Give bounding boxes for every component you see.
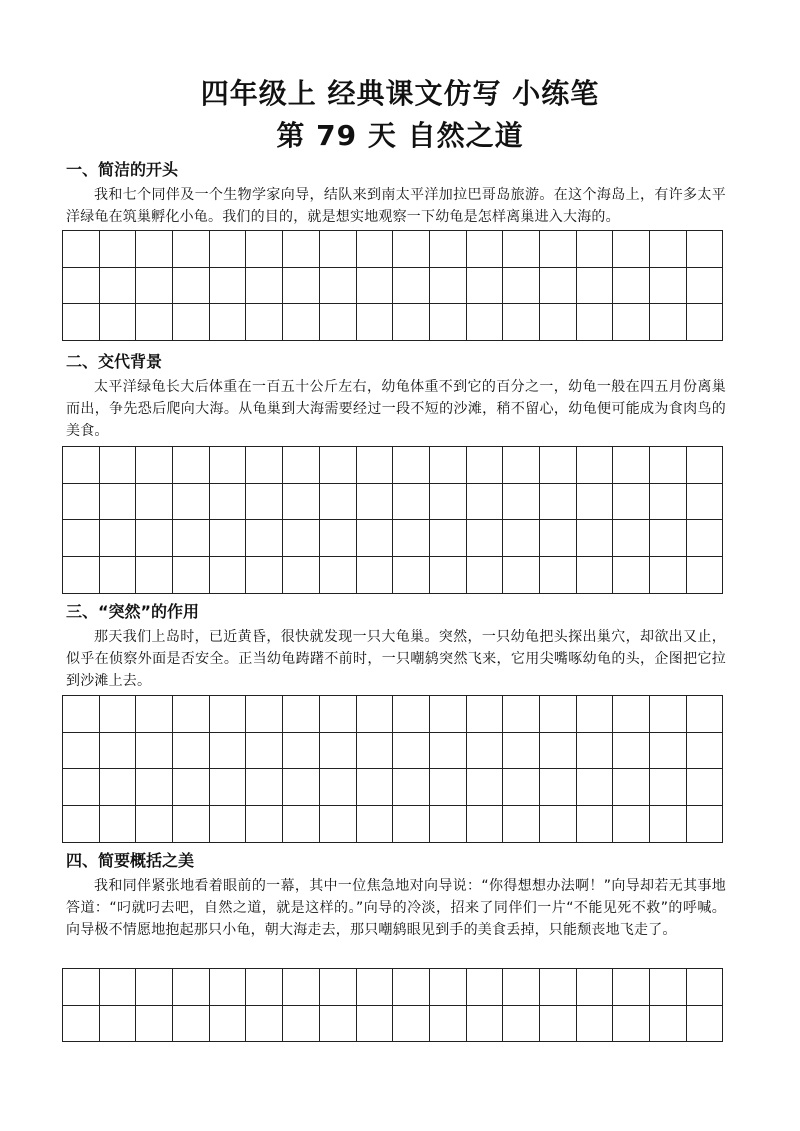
grid-cell[interactable] <box>687 733 724 770</box>
grid-cell[interactable] <box>210 1006 247 1043</box>
grid-cell[interactable] <box>650 769 687 806</box>
grid-cell[interactable] <box>136 733 173 770</box>
grid-cell[interactable] <box>357 484 394 521</box>
section-heading: 一、简洁的开头 <box>66 160 179 179</box>
grid-cell[interactable] <box>467 733 504 770</box>
grid-cell[interactable] <box>246 304 283 341</box>
grid-cell[interactable] <box>246 769 283 806</box>
grid-cell[interactable] <box>430 520 467 557</box>
grid-cell[interactable] <box>430 696 467 733</box>
grid-cell[interactable] <box>100 696 137 733</box>
grid-cell[interactable] <box>136 769 173 806</box>
grid-cell[interactable] <box>613 733 650 770</box>
grid-cell[interactable] <box>246 1006 283 1043</box>
grid-cell[interactable] <box>357 769 394 806</box>
grid-cell[interactable] <box>173 304 210 341</box>
grid-cell[interactable] <box>283 806 320 843</box>
grid-cell[interactable] <box>357 447 394 484</box>
grid-cell[interactable] <box>467 1006 504 1043</box>
grid-cell[interactable] <box>63 969 100 1006</box>
grid-cell[interactable] <box>393 1006 430 1043</box>
grid-cell[interactable] <box>246 806 283 843</box>
grid-cell[interactable] <box>503 733 540 770</box>
grid-cell[interactable] <box>503 520 540 557</box>
grid-cell[interactable] <box>613 557 650 594</box>
grid-cell[interactable] <box>430 447 467 484</box>
grid-cell[interactable] <box>613 447 650 484</box>
grid-cell[interactable] <box>210 304 247 341</box>
grid-cell[interactable] <box>283 484 320 521</box>
grid-cell[interactable] <box>540 733 577 770</box>
grid-cell[interactable] <box>540 769 577 806</box>
worksheet-subtitle: 第 79 天 自然之道 <box>276 119 524 152</box>
grid-cell[interactable] <box>173 769 210 806</box>
grid-cell[interactable] <box>393 268 430 305</box>
grid-cell[interactable] <box>430 231 467 268</box>
grid-cell[interactable] <box>393 304 430 341</box>
grid-cell[interactable] <box>357 557 394 594</box>
grid-cell[interactable] <box>393 769 430 806</box>
grid-cell[interactable] <box>210 696 247 733</box>
grid-cell[interactable] <box>246 696 283 733</box>
grid-cell[interactable] <box>467 484 504 521</box>
grid-cell[interactable] <box>283 557 320 594</box>
grid-cell[interactable] <box>100 806 137 843</box>
grid-cell[interactable] <box>467 268 504 305</box>
grid-cell[interactable] <box>687 769 724 806</box>
grid-cell[interactable] <box>687 268 724 305</box>
grid-cell[interactable] <box>173 969 210 1006</box>
grid-cell[interactable] <box>687 806 724 843</box>
grid-cell[interactable] <box>393 447 430 484</box>
writing-grid-3[interactable] <box>62 695 723 843</box>
grid-cell[interactable] <box>246 447 283 484</box>
grid-cell[interactable] <box>100 447 137 484</box>
grid-cell[interactable] <box>63 769 100 806</box>
grid-cell[interactable] <box>540 696 577 733</box>
grid-cell[interactable] <box>246 733 283 770</box>
grid-cell[interactable] <box>320 806 357 843</box>
grid-cell[interactable] <box>540 268 577 305</box>
grid-cell[interactable] <box>357 733 394 770</box>
section-passage: 那天我们上岛时，已近黄昏，很快就发现一只大龟巢。突然，一只幼龟把头探出巢穴，却欲出又止，似乎在侦察外面是否安全。正当幼龟踌躇不前时，一只嘲鸫突然飞来，它用尖嘴啄幼龟的头，企图把它拉到沙滩上去。 <box>66 629 726 689</box>
grid-cell[interactable] <box>540 484 577 521</box>
grid-cell[interactable] <box>540 304 577 341</box>
grid-cell[interactable] <box>246 969 283 1006</box>
grid-cell[interactable] <box>687 557 724 594</box>
grid-cell[interactable] <box>320 268 357 305</box>
grid-cell[interactable] <box>650 806 687 843</box>
grid-cell[interactable] <box>430 268 467 305</box>
grid-cell[interactable] <box>577 557 614 594</box>
grid-cell[interactable] <box>577 520 614 557</box>
grid-cell[interactable] <box>210 769 247 806</box>
grid-cell[interactable] <box>320 557 357 594</box>
grid-cell[interactable] <box>100 520 137 557</box>
grid-cell[interactable] <box>687 1006 724 1043</box>
grid-cell[interactable] <box>210 557 247 594</box>
grid-cell[interactable] <box>467 231 504 268</box>
grid-cell[interactable] <box>100 268 137 305</box>
grid-cell[interactable] <box>210 231 247 268</box>
grid-cell[interactable] <box>173 520 210 557</box>
grid-cell[interactable] <box>613 484 650 521</box>
grid-cell[interactable] <box>650 1006 687 1043</box>
grid-cell[interactable] <box>540 806 577 843</box>
grid-cell[interactable] <box>687 969 724 1006</box>
grid-cell[interactable] <box>503 969 540 1006</box>
grid-cell[interactable] <box>100 484 137 521</box>
grid-cell[interactable] <box>320 520 357 557</box>
grid-cell[interactable] <box>577 304 614 341</box>
grid-cell[interactable] <box>650 268 687 305</box>
grid-cell[interactable] <box>393 231 430 268</box>
grid-cell[interactable] <box>613 769 650 806</box>
grid-cell[interactable] <box>650 969 687 1006</box>
grid-cell[interactable] <box>650 231 687 268</box>
grid-cell[interactable] <box>136 231 173 268</box>
section-2 <box>66 352 726 442</box>
grid-cell[interactable] <box>687 304 724 341</box>
grid-cell[interactable] <box>357 696 394 733</box>
section-4 <box>66 851 726 941</box>
worksheet-title: 四年级上 经典课文仿写 小练笔 <box>200 77 600 110</box>
grid-cell[interactable] <box>503 447 540 484</box>
grid-cell[interactable] <box>393 520 430 557</box>
grid-cell[interactable] <box>63 557 100 594</box>
section-heading: 三、“突然”的作用 <box>66 602 200 621</box>
grid-cell[interactable] <box>467 969 504 1006</box>
grid-cell[interactable] <box>283 769 320 806</box>
grid-cell[interactable] <box>540 447 577 484</box>
grid-cell[interactable] <box>136 447 173 484</box>
grid-cell[interactable] <box>613 304 650 341</box>
grid-cell[interactable] <box>320 484 357 521</box>
grid-cell[interactable] <box>650 484 687 521</box>
grid-cell[interactable] <box>100 557 137 594</box>
grid-cell[interactable] <box>393 557 430 594</box>
grid-cell[interactable] <box>687 696 724 733</box>
section-passage: 我和同伴紧张地看着眼前的一幕，其中一位焦急地对向导说：“你得想想办法啊！”向导却若无其事地答道：“叼就叼去吧，自然之道，就是这样的。”向导的冷淡，招来了同伴们一片“不能见死不救”的呼喊。向导极不情愿地抱起那只小龟，朝大海走去，那只嘲鸫眼见到手的美食丢掉，只能颓丧地飞走了。 <box>66 878 726 938</box>
grid-cell[interactable] <box>63 304 100 341</box>
grid-cell[interactable] <box>63 520 100 557</box>
grid-cell[interactable] <box>467 447 504 484</box>
grid-cell[interactable] <box>246 484 283 521</box>
section-1 <box>66 160 726 228</box>
grid-cell[interactable] <box>577 769 614 806</box>
grid-cell[interactable] <box>430 304 467 341</box>
grid-cell[interactable] <box>173 447 210 484</box>
grid-cell[interactable] <box>613 231 650 268</box>
grid-cell[interactable] <box>503 304 540 341</box>
grid-cell[interactable] <box>357 969 394 1006</box>
grid-cell[interactable] <box>283 1006 320 1043</box>
grid-cell[interactable] <box>503 806 540 843</box>
grid-cell[interactable] <box>540 969 577 1006</box>
grid-cell[interactable] <box>173 733 210 770</box>
grid-cell[interactable] <box>357 806 394 843</box>
grid-cell[interactable] <box>63 447 100 484</box>
grid-cell[interactable] <box>577 447 614 484</box>
grid-cell[interactable] <box>210 447 247 484</box>
grid-cell[interactable] <box>210 733 247 770</box>
grid-cell[interactable] <box>650 520 687 557</box>
grid-cell[interactable] <box>210 484 247 521</box>
grid-cell[interactable] <box>246 231 283 268</box>
grid-cell[interactable] <box>283 969 320 1006</box>
grid-cell[interactable] <box>577 969 614 1006</box>
grid-cell[interactable] <box>136 520 173 557</box>
grid-cell[interactable] <box>503 557 540 594</box>
grid-cell[interactable] <box>687 484 724 521</box>
grid-cell[interactable] <box>210 268 247 305</box>
grid-cell[interactable] <box>100 969 137 1006</box>
grid-cell[interactable] <box>136 268 173 305</box>
grid-cell[interactable] <box>246 268 283 305</box>
grid-cell[interactable] <box>173 557 210 594</box>
grid-cell[interactable] <box>650 304 687 341</box>
grid-cell[interactable] <box>467 769 504 806</box>
grid-cell[interactable] <box>100 1006 137 1043</box>
grid-cell[interactable] <box>503 1006 540 1043</box>
grid-cell[interactable] <box>357 231 394 268</box>
grid-cell[interactable] <box>100 304 137 341</box>
grid-cell[interactable] <box>430 769 467 806</box>
grid-cell[interactable] <box>173 484 210 521</box>
grid-cell[interactable] <box>320 1006 357 1043</box>
grid-cell[interactable] <box>63 1006 100 1043</box>
grid-cell[interactable] <box>100 733 137 770</box>
grid-cell[interactable] <box>430 969 467 1006</box>
grid-cell[interactable] <box>503 484 540 521</box>
grid-cell[interactable] <box>357 268 394 305</box>
grid-cell[interactable] <box>63 733 100 770</box>
grid-cell[interactable] <box>393 484 430 521</box>
grid-cell[interactable] <box>577 696 614 733</box>
grid-cell[interactable] <box>687 447 724 484</box>
grid-cell[interactable] <box>613 696 650 733</box>
grid-cell[interactable] <box>577 806 614 843</box>
grid-cell[interactable] <box>467 520 504 557</box>
grid-cell[interactable] <box>63 484 100 521</box>
grid-cell[interactable] <box>320 733 357 770</box>
grid-cell[interactable] <box>613 268 650 305</box>
grid-cell[interactable] <box>320 447 357 484</box>
grid-cell[interactable] <box>503 696 540 733</box>
grid-cell[interactable] <box>540 231 577 268</box>
grid-cell[interactable] <box>320 769 357 806</box>
grid-cell[interactable] <box>650 696 687 733</box>
grid-cell[interactable] <box>357 520 394 557</box>
grid-cell[interactable] <box>283 520 320 557</box>
grid-cell[interactable] <box>650 557 687 594</box>
grid-cell[interactable] <box>577 1006 614 1043</box>
grid-cell[interactable] <box>283 231 320 268</box>
section-passage: 太平洋绿龟长大后体重在一百五十公斤左右，幼龟体重不到它的百分之一，幼龟一般在四五月份离巢而出，争先恐后爬向大海。从龟巢到大海需要经过一段不短的沙滩，稍不留心，幼龟便可能成为食肉鸟的美食。 <box>66 379 726 439</box>
grid-cell[interactable] <box>503 769 540 806</box>
grid-cell[interactable] <box>210 520 247 557</box>
grid-cell[interactable] <box>210 806 247 843</box>
section-passage: 我和七个同伴及一个生物学家向导，结队来到南太平洋加拉巴哥岛旅游。在这个海岛上，有许多太平洋绿龟在筑巢孵化小龟。我们的目的，就是想实地观察一下幼龟是怎样离巢进入大海的。 <box>66 187 726 225</box>
grid-cell[interactable] <box>63 806 100 843</box>
writing-grid-1[interactable] <box>62 230 723 341</box>
grid-cell[interactable] <box>650 733 687 770</box>
grid-cell[interactable] <box>540 520 577 557</box>
grid-cell[interactable] <box>613 969 650 1006</box>
grid-cell[interactable] <box>63 268 100 305</box>
grid-cell[interactable] <box>430 557 467 594</box>
grid-cell[interactable] <box>687 231 724 268</box>
grid-cell[interactable] <box>136 696 173 733</box>
grid-cell[interactable] <box>430 484 467 521</box>
grid-cell[interactable] <box>503 268 540 305</box>
grid-cell[interactable] <box>393 696 430 733</box>
grid-cell[interactable] <box>430 806 467 843</box>
writing-grid-4[interactable] <box>62 968 723 1042</box>
grid-cell[interactable] <box>173 268 210 305</box>
grid-cell[interactable] <box>173 696 210 733</box>
grid-cell[interactable] <box>173 1006 210 1043</box>
grid-cell[interactable] <box>136 969 173 1006</box>
grid-cell[interactable] <box>320 969 357 1006</box>
grid-cell[interactable] <box>320 304 357 341</box>
grid-cell[interactable] <box>246 520 283 557</box>
grid-cell[interactable] <box>283 447 320 484</box>
grid-cell[interactable] <box>100 769 137 806</box>
grid-cell[interactable] <box>136 1006 173 1043</box>
grid-cell[interactable] <box>393 806 430 843</box>
grid-cell[interactable] <box>577 484 614 521</box>
grid-cell[interactable] <box>393 969 430 1006</box>
grid-cell[interactable] <box>577 268 614 305</box>
grid-cell[interactable] <box>283 268 320 305</box>
section-heading: 四、简要概括之美 <box>66 851 195 870</box>
grid-cell[interactable] <box>540 1006 577 1043</box>
section-heading: 二、交代背景 <box>66 352 163 371</box>
grid-cell[interactable] <box>63 231 100 268</box>
grid-cell[interactable] <box>136 484 173 521</box>
grid-cell[interactable] <box>173 231 210 268</box>
grid-cell[interactable] <box>687 520 724 557</box>
grid-cell[interactable] <box>467 304 504 341</box>
grid-cell[interactable] <box>540 557 577 594</box>
grid-cell[interactable] <box>136 304 173 341</box>
grid-cell[interactable] <box>393 733 430 770</box>
grid-cell[interactable] <box>283 696 320 733</box>
grid-cell[interactable] <box>320 231 357 268</box>
grid-cell[interactable] <box>613 520 650 557</box>
grid-cell[interactable] <box>136 557 173 594</box>
grid-cell[interactable] <box>467 806 504 843</box>
grid-cell[interactable] <box>503 231 540 268</box>
grid-cell[interactable] <box>430 1006 467 1043</box>
grid-cell[interactable] <box>246 557 283 594</box>
grid-cell[interactable] <box>613 1006 650 1043</box>
grid-cell[interactable] <box>650 447 687 484</box>
grid-cell[interactable] <box>283 733 320 770</box>
grid-cell[interactable] <box>210 969 247 1006</box>
grid-cell[interactable] <box>577 231 614 268</box>
grid-cell[interactable] <box>357 1006 394 1043</box>
writing-grid-2[interactable] <box>62 446 723 594</box>
grid-cell[interactable] <box>430 733 467 770</box>
grid-cell[interactable] <box>467 696 504 733</box>
grid-cell[interactable] <box>63 696 100 733</box>
section-3 <box>66 602 726 692</box>
grid-cell[interactable] <box>136 806 173 843</box>
grid-cell[interactable] <box>283 304 320 341</box>
grid-cell[interactable] <box>613 806 650 843</box>
grid-cell[interactable] <box>577 733 614 770</box>
grid-cell[interactable] <box>173 806 210 843</box>
grid-cell[interactable] <box>320 696 357 733</box>
grid-cell[interactable] <box>357 304 394 341</box>
grid-cell[interactable] <box>467 557 504 594</box>
grid-cell[interactable] <box>100 231 137 268</box>
